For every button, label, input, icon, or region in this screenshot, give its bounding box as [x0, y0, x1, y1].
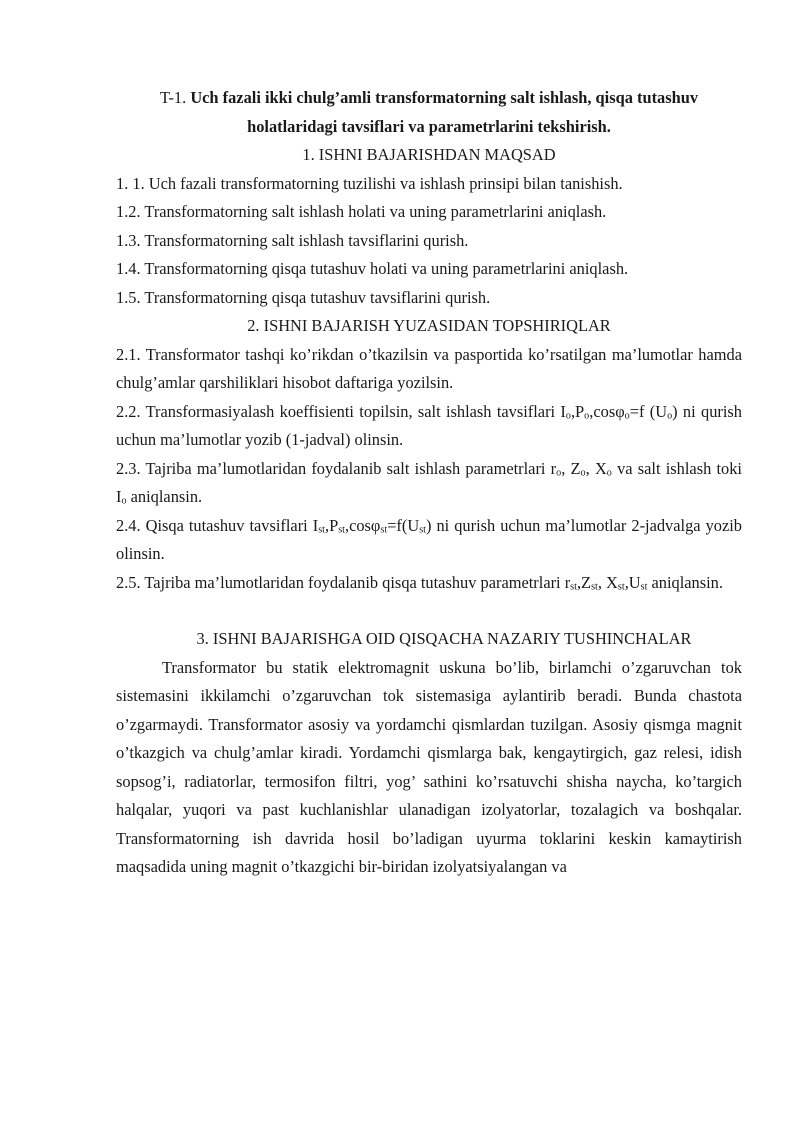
title-prefix: T-1. — [159, 88, 191, 107]
section3-paragraph: Transformator bu statik elektromagnit uskuna bo’lib, birlamchi o’zgaruvchan tok sistemasini ikkilamchi o’zgaruvchan tok sistemasiga aylantirib beradi. Bunda chastota o’zgarmaydi. Transformator asosiy va yordamchi qismlardan tuzilgan. Asosiy qismga magnit o’tkazgich va chulg’amlar kiradi. Yordamchi qismlarga bak, kengaytirgich, gaz relesi, idish sopsog’i, radiatorlar, termosifon filtri, yog’ sathini ko’rsatuvchi shisha naycha, ko’targich halqalar, yuqori va past kuchlanishlar ulanadigan izolyatorlar, tozalagich va boshqalar. Transformatorning ish davrida hosil bo’ladigan uyurma toklarini keskin kamaytirish maqsadida uning magnit o’tkazgichi bir-biridan izolyatsiyalangan va — [116, 657, 742, 876]
section2-item-2: 2.2. Transformasiyalash koeffisienti topilsin, salt ishlash tavsiflari $I_o,P_o,\cos\varphi_o=f$ $(U_o)$ ni qurish uchun ma’lumotlar yozib (1-jadval) olinsin. — [116, 401, 742, 449]
title-text: Uch fazali ikki chulg’amli transformatorning salt ishlash, qisqa tutashuv holatlaridagi tavsiflari va parametrlarini tekshirish. — [190, 88, 699, 136]
section2-item-4: 2.4. Qisqa tutashuv tavsiflari $I_{st},P_{st},\cos\varphi_{st}=f(U_{st})$ ni qurish uchun ma’lumotlar 2-jadvalga yozib olinsin. — [116, 515, 742, 563]
section2-item-5: 2.5. Tajriba ma’lumotlaridan foydalanib qisqa tutashuv parametrlari $r_{st},Z_{st}$, $X_{st},U_{st}$ aniqlansin. — [116, 572, 723, 593]
section1-item: 1.4. Transformatorning qisqa tutashuv holati va uning parametrlarini aniqlash. — [116, 259, 629, 278]
section1-heading: 1. ISHNI BAJARISHDAN MAQSAD — [302, 145, 556, 164]
section3-heading: 3. ISHNI BAJARISHGA OID QISQACHA NAZARIY TUSHINCHALAR — [196, 629, 692, 648]
section2-item-3: 2.3. Tajriba ma’lumotlaridan foydalanib salt ishlash parametrlari $r_o$, $Z_o$, $X_o$ va salt ishlash toki $I_o$ aniqlansin. — [116, 458, 742, 507]
section1-item: 1.3. Transformatorning salt ishlash tavsiflarini qurish. — [116, 230, 469, 250]
spacer — [116, 597, 742, 625]
document-page — [116, 84, 742, 882]
section1-item: 1.2. Transformatorning salt ishlash holati va uning parametrlarini aniqlash. — [116, 202, 607, 221]
section1-item: 1. 1. Uch fazali transformatorning tuzilishi va ishlash prinsipi bilan tanishish. — [116, 173, 623, 193]
section2-item-1: 2.1. Transformator tashqi ko’rikdan o’tkazilsin va pasportida ko’rsatilgan ma’lumotlar hamda chulg’amlar qarshiliklari hisobot daftariga yozilsin. — [116, 344, 742, 392]
section1-item: 1.5. Transformatorning qisqa tutashuv tavsiflarini qurish. — [116, 287, 491, 307]
section2-heading: 2. ISHNI BAJARISH YUZASIDAN TOPSHIRIQLAR — [247, 316, 611, 335]
document-title — [116, 84, 742, 141]
